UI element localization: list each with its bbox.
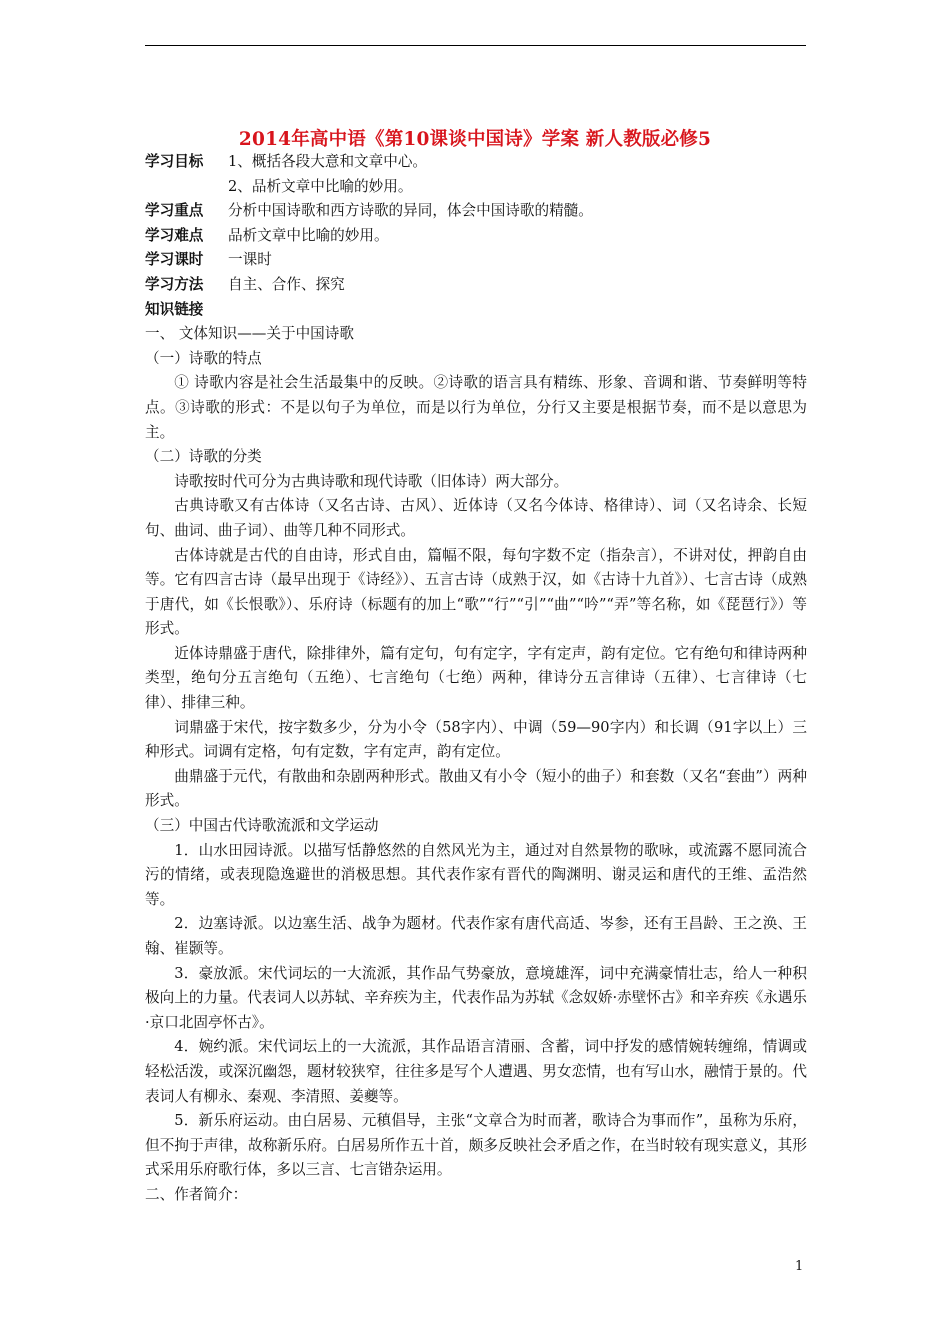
method-row [145,273,807,298]
difficulty-text: 品析文章中比喻的妙用。 [228,226,389,244]
hours-label: 学习课时 [145,251,204,269]
objective-1: 1、概括各段大意和文章中心。 [228,153,428,170]
paragraph: 1．山水田园诗派。以描写恬静悠然的自然风光为主，通过对自然景物的歌咏，或流露不愿同流合污的情绪，或表现隐逸避世的消极思想。其代表作家有晋代的陶渊明、谢灵运和唐代的王维、孟浩然等。 [145,841,807,908]
paragraph: 近体诗鼎盛于唐代，除排律外，篇有定句，句有定字，字有定声，韵有定位。它有绝句和律诗两种类型，绝句分五言绝句（五绝）、七言绝句（七绝）两种，律诗分五言律诗（五律）、七言律诗（七律）、排律三种。 [145,644,807,712]
section1-heading: 一、 文体知识——关于中国诗歌 [145,325,354,343]
paragraph: 古典诗歌又有古体诗（又名古诗、古风）、近体诗（又名今体诗、格律诗）、词（又名诗余、长短句、曲词、曲子词）、曲等几种不同形式。 [145,497,807,539]
difficulty-row [145,224,807,249]
paragraph: 3．豪放派。宋代词坛的一大流派，其作品气势豪放，意境雄浑，词中充满豪情壮志，给人一种积极向上的力量。代表词人以苏轼、辛弃疾为主，代表作品为苏轼《念奴娇·赤壁怀古》和辛弃疾《永遇乐·京口北固亭怀古》。 [145,964,807,1031]
page-number: 1 [795,1259,804,1274]
difficulty-label: 学习难点 [145,226,204,244]
sub2-heading: （二）诗歌的分类 [145,448,262,466]
paragraph: ① 诗歌内容是社会生活最集中的反映。②诗歌的语言具有精练、形象、音调和谐、节奏鲜明等特点。③诗歌的形式：不是以句子为单位，而是以行为单位，分行又主要是根据节奏，而不是以意思为主。 [145,374,807,441]
key-text: 分析中国诗歌和西方诗歌的异同，体会中国诗歌的精髓。 [228,202,593,220]
key-row [145,199,807,224]
paragraph: 古体诗就是古代的自由诗，形式自由，篇幅不限，每句字数不定（指杂言），不讲对仗，押韵自由等。它有四言古诗（最早出现于《诗经》）、五言古诗（成熟于汉，如《古诗十九首》）、七言古诗（成熟于唐代，如《长恨歌》）、乐府诗（标题有的加上“歌”“行”“引”“曲”“吟”“弄”等名称，如《琵琶行》）等形式。 [145,546,807,638]
paragraph: 5．新乐府运动。由白居易、元稹倡导，主张“文章合为时而著，歌诗合为事而作”，虽称为乐府，但不拘于声律，故称新乐府。白居易所作五十首，颇多反映社会矛盾之作，在当时较有现实意义，其形式采用乐府歌行体，多以三言、七言错杂运用。 [145,1112,807,1179]
objective-label: 学习目标 [145,153,204,170]
header-rule [145,45,806,46]
method-label: 学习方法 [145,275,204,293]
key-label: 学习重点 [145,202,204,220]
document-title: 2014年高中语《第10课谈中国诗》学案 新人教版必修5 [238,129,712,150]
paragraph: 诗歌按时代可分为古典诗歌和现代诗歌（旧体诗）两大部分。 [174,472,569,490]
document-body [145,150,807,1208]
method-text: 自主、合作、探究 [228,275,345,293]
paragraph: 词鼎盛于宋代，按字数多少，分为小令（58字内）、中调（59—90字内）和长调（91字以上）三种形式。词调有定格，句有定数，字有定声，韵有定位。 [145,718,807,761]
paragraph: 2．边塞诗派。以边塞生活、战争为题材。代表作家有唐代高适、岑参，还有王昌龄、王之涣、王翰、崔颢等。 [145,915,807,957]
hours-row [145,248,807,273]
paragraph: 4．婉约派。宋代词坛上的一大流派，其作品语言清丽、含蓄，词中抒发的感情婉转缠绵，情调或轻松活泼，或深沉幽怨，题材较狭窄，往往多是写个人遭遇、男女恋情，也有写山水，融情于景的。代表词人有柳永、秦观、李清照、姜夔等。 [145,1038,807,1105]
sub3-heading: （三）中国古代诗歌流派和文学运动 [145,817,379,835]
paragraph: 曲鼎盛于元代，有散曲和杂剧两种形式。散曲又有小令（短小的曲子）和套数（又名“套曲”）两种形式。 [145,767,807,810]
hours-text: 一课时 [228,251,272,269]
sub1-heading: （一）诗歌的特点 [145,349,262,367]
section2-heading: 二、作者简介： [145,1185,248,1203]
knowledge-heading: 知识链接 [145,300,204,318]
objective-2: 2、品析文章中比喻的妙用。 [228,177,413,195]
objective-row [145,150,807,175]
